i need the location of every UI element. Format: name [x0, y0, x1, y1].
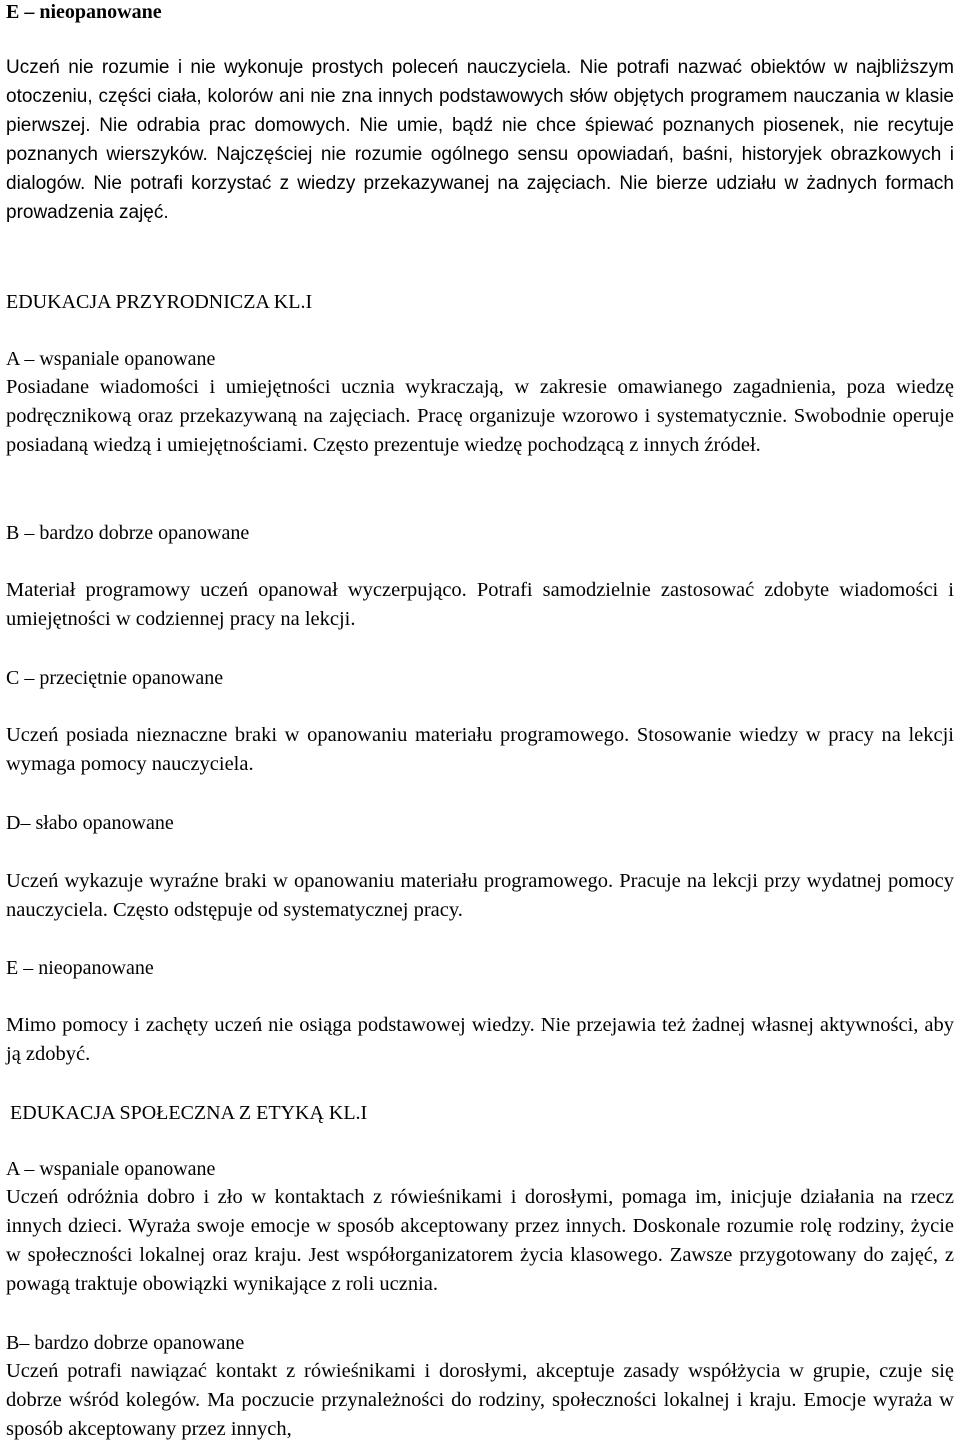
grade-e-heading: E – nieopanowane: [6, 1, 162, 23]
przyrodnicza-grade-e-heading: E – nieopanowane: [6, 957, 154, 979]
przyrodnicza-grade-b-heading: B – bardzo dobrze opanowane: [6, 522, 250, 544]
spoleczna-grade-a-description: Uczeń odróżnia dobro i zło w kontaktach z rówieśnikami i dorosłymi, pomaga im, inicjuje działania na rzecz innych dzieci. Wyraża swoje emocje w sposób akceptowany przez innych. Doskonale rozumie rolę rodziny, życie w społeczności lokalnej oraz kraju. Jest współorganizatorem życia klasowego. Zawsze przygotowany do zajęć, z powagą traktuje obowiązki wynikające z roli ucznia.: [6, 1186, 954, 1295]
przyrodnicza-grade-d-description: Uczeń wykazuje wyraźne braki w opanowaniu materiału programowego. Pracuje na lekcji przy wydatnej pomocy nauczyciela. Często odstępuje od systematycznej pracy.: [6, 870, 954, 921]
przyrodnicza-grade-a-description: Posiadane wiadomości i umiejętności ucznia wykraczają, w zakresie omawianego zagadnienia, poza wiedzę podręcznikową oraz przekazywaną na zajęciach. Pracę organizuje wzorowo i systematycznie. Swobodnie operuje posiadaną wiedzą i umiejętnościami. Często prezentuje wiedzę pochodzącą z innych źródeł.: [6, 376, 954, 456]
przyrodnicza-grade-a-heading: A – wspaniale opanowane: [6, 348, 216, 370]
section-title-przyrodnicza: EDUKACJA PRZYRODNICZA KL.I: [6, 291, 313, 313]
spoleczna-grade-b-description: Uczeń potrafi nawiązać kontakt z rówieśnikami i dorosłymi, akceptuje zasady współżycia w grupie, czuje się dobrze wśród kolegów. Ma poczucie przynależności do rodziny, społeczności lokalnej i kraju. Emocje wyraża w sposób akceptowany przez innych,: [6, 1360, 954, 1440]
spoleczna-grade-a-heading: A – wspaniale opanowane: [6, 1158, 216, 1180]
grade-e-description: Uczeń nie rozumie i nie wykonuje prostych poleceń nauczyciela. Nie potrafi nazwać obiektów w najbliższym otoczeniu, części ciała, kolorów ani nie zna innych podstawowych słów objętych programem nauczania w klasie pierwszej. Nie odrabia prac domowych. Nie umie, bądź nie chce śpiewać poznanych piosenek, nie recytuje poznanych wierszyków. Najczęściej nie rozumie ogólnego sensu opowiadań, baśni, historyjek obrazkowych i dialogów. Nie potrafi korzystać z wiedzy przekazywanej na zajęciach. Nie bierze udziału w żadnych formach prowadzenia zajęć.: [6, 57, 954, 223]
przyrodnicza-grade-b-description: Materiał programowy uczeń opanował wyczerpująco. Potrafi samodzielnie zastosować zdobyte wiadomości i umiejętności w codziennej pracy na lekcji.: [6, 579, 954, 630]
przyrodnicza-grade-d-heading: D– słabo opanowane: [6, 812, 174, 834]
przyrodnicza-grade-c-description: Uczeń posiada nieznaczne braki w opanowaniu materiału programowego. Stosowanie wiedzy w pracy na lekcji wymaga pomocy nauczyciela.: [6, 724, 954, 775]
przyrodnicza-grade-e-description: Mimo pomocy i zachęty uczeń nie osiąga podstawowej wiedzy. Nie przejawia też żadnej własnej aktywności, aby ją zdobyć.: [6, 1014, 954, 1065]
section-title-spoleczna: EDUKACJA SPOŁECZNA Z ETYKĄ KL.I: [10, 1102, 368, 1124]
przyrodnicza-grade-c-heading: C – przeciętnie opanowane: [6, 667, 224, 689]
spoleczna-grade-b-heading: B– bardzo dobrze opanowane: [6, 1332, 245, 1354]
